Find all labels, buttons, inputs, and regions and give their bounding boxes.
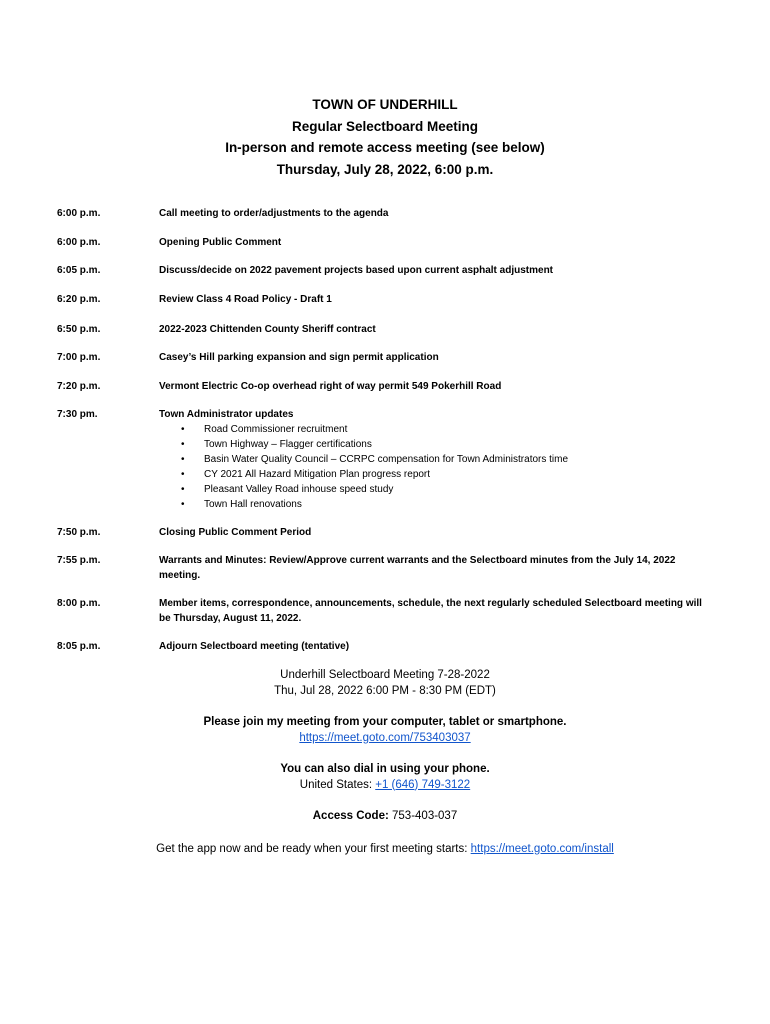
access-code-label: Access Code: [312, 810, 389, 822]
agenda-time: 6:00 p.m. [57, 208, 101, 219]
agenda-item: Town Administrator updates [159, 409, 294, 420]
bullet-icon: • [181, 424, 185, 435]
town-title: TOWN OF UNDERHILL [312, 97, 458, 112]
bullet-text: CY 2021 All Hazard Mitigation Plan progress report [204, 469, 431, 480]
join-instructions: Please join my meeting from your computer, tablet or smartphone. [203, 716, 567, 728]
meeting-link[interactable]: https://meet.goto.com/753403037 [299, 731, 471, 744]
agenda-time: 6:50 p.m. [57, 324, 101, 335]
bullet-text: Town Hall renovations [204, 499, 302, 510]
admin-updates-list [159, 422, 704, 512]
bullet-icon: • [181, 484, 185, 495]
bullet-text: Pleasant Valley Road inhouse speed study [204, 484, 394, 495]
agenda-time: 8:05 p.m. [57, 641, 101, 652]
agenda-item: Adjourn Selectboard meeting (tentative) [159, 641, 350, 652]
list-item [159, 422, 704, 437]
meeting-info [0, 668, 770, 699]
bullet-text: Town Highway – Flagger certifications [204, 439, 372, 450]
list-item [159, 497, 704, 512]
list-item [159, 437, 704, 452]
agenda-time: 8:00 p.m. [57, 598, 101, 609]
bullet-text: Road Commissioner recruitment [204, 424, 348, 435]
dial-instructions: You can also dial in using your phone. [280, 763, 490, 775]
access-code-section [0, 809, 770, 825]
agenda-time: 6:00 p.m. [57, 237, 101, 248]
agenda-item: Review Class 4 Road Policy - Draft 1 [159, 294, 332, 305]
meeting-type: Regular Selectboard Meeting [291, 118, 479, 134]
agenda-item: Opening Public Comment [159, 237, 282, 248]
meeting-format: In-person and remote access meeting (see below) [225, 140, 545, 155]
dial-country: United States: [299, 778, 376, 791]
agenda-item: Vermont Electric Co-op overhead right of way permit 549 Pokerhill Road [159, 381, 502, 392]
meeting-date: Thursday, July 28, 2022, 6:00 p.m. [276, 161, 494, 177]
join-section [0, 715, 770, 746]
agenda-time: 7:00 p.m. [57, 352, 101, 363]
dial-number-link[interactable]: +1 (646) 749-3122 [375, 778, 471, 791]
bullet-text: Basin Water Quality Council – CCRPC compensation for Town Administrators time [204, 454, 569, 465]
bullet-icon: • [181, 454, 185, 465]
bullet-icon: • [181, 469, 185, 480]
meeting-datetime: Thu, Jul 28, 2022 6:00 PM - 8:30 PM (EDT) [274, 684, 496, 697]
agenda-item: Discuss/decide on 2022 pavement projects based upon current asphalt adjustment [159, 265, 554, 276]
agenda-item: Member items, correspondence, announcements, schedule, the next regularly scheduled Selectboard meeting will be Thursday, August 11, 2022. [159, 598, 702, 624]
agenda-item-group [159, 407, 704, 512]
dial-section [0, 762, 770, 793]
agenda-time: 7:30 pm. [57, 409, 98, 420]
agenda-time: 6:20 p.m. [57, 294, 101, 305]
app-install-link[interactable]: https://meet.goto.com/install [470, 843, 614, 855]
agenda-item: Call meeting to order/adjustments to the agenda [159, 208, 389, 219]
bullet-icon: • [181, 439, 185, 450]
app-section [0, 842, 770, 858]
agenda-item: Warrants and Minutes: Review/Approve current warrants and the Selectboard minutes from the July 14, 2022 meeting. [159, 555, 676, 581]
access-code-value: 753-403-037 [388, 810, 458, 822]
app-instructions: Get the app now and be ready when your first meeting starts: [156, 843, 471, 855]
list-item [159, 482, 704, 497]
agenda-time: 7:55 p.m. [57, 555, 101, 566]
agenda-item: Casey’s Hill parking expansion and sign permit application [159, 352, 439, 363]
bullet-icon: • [181, 499, 185, 510]
agenda-time: 7:20 p.m. [57, 381, 101, 392]
agenda-time: 7:50 p.m. [57, 527, 101, 538]
document-header [0, 94, 770, 180]
meeting-title: Underhill Selectboard Meeting 7-28-2022 [280, 669, 490, 681]
agenda-time: 6:05 p.m. [57, 265, 101, 276]
agenda-item: 2022-2023 Chittenden County Sheriff contract [159, 324, 376, 335]
agenda-item: Closing Public Comment Period [159, 527, 312, 538]
list-item [159, 452, 704, 467]
list-item [159, 467, 704, 482]
